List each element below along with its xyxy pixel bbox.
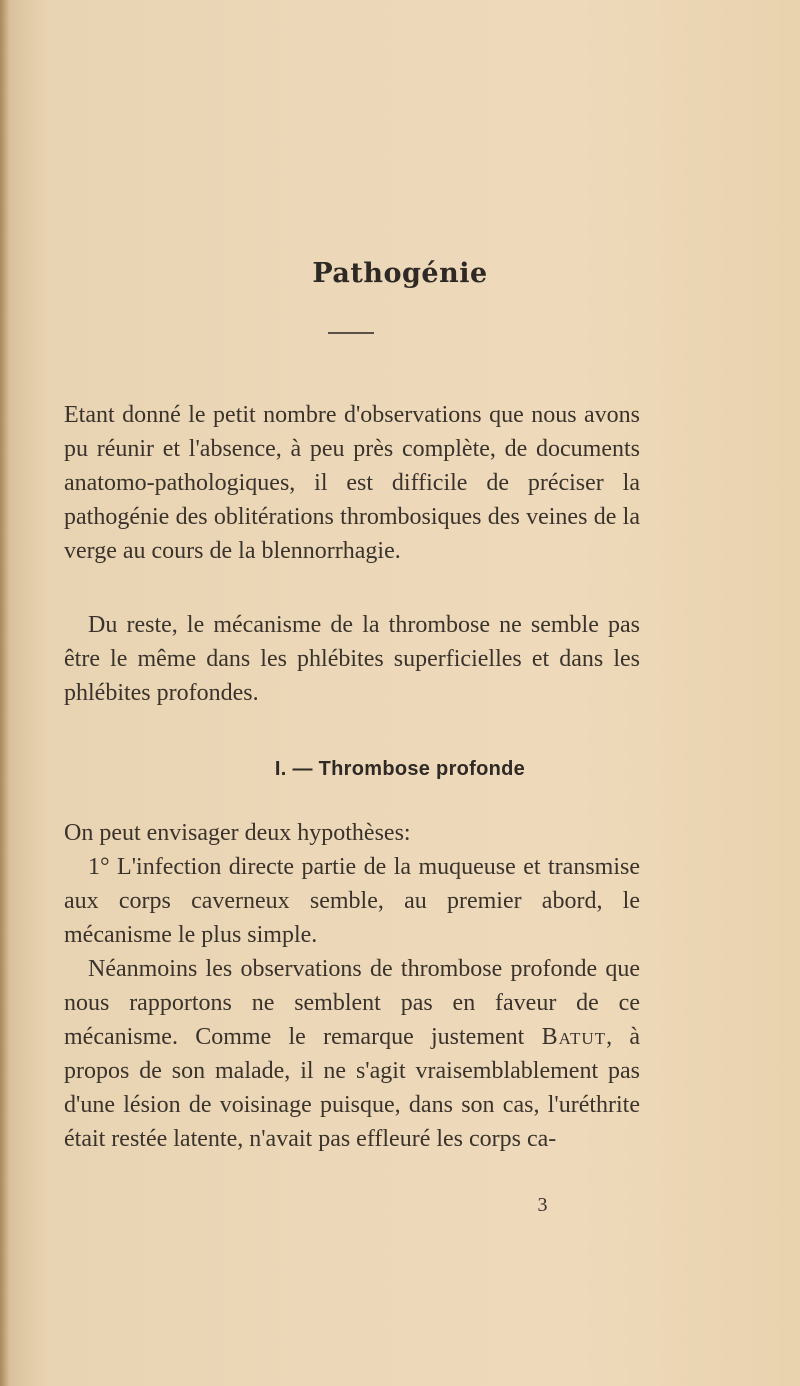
section-heading: I. — Thrombose profonde (274, 758, 526, 780)
header-rule (328, 332, 374, 334)
section-paragraph-3-part-1: Néanmoins les observations de thrombose profonde que nous rapportons ne semblent pas en faveur de ce mécanisme. Comme le remarque justement (64, 956, 640, 1050)
intro-paragraph-1-text: Etant donné le petit nombre d'observations que nous avons pu réunir et l'absence, à peu près complète, de documents anatomo-pathologiques, il est difficile de préciser la pathogénie des oblitérations thrombosiques des veines de la verge au cours de la blennorrhagie. (64, 402, 640, 564)
intro-paragraph-2-text: Du reste, le mécanisme de la thrombose ne semble pas être le même dans les phlébites superficielles et dans les phlébites profondes. (64, 612, 640, 706)
section-paragraph-3 (64, 952, 640, 1156)
page-header: Pathogénie (312, 258, 488, 289)
author-name: Batut (541, 1024, 607, 1050)
section-body (64, 816, 640, 1156)
section-paragraph-3-part-2: , à propos de son malade, il ne s'agit vraisemblablement pas d'une lésion de voisinage puisque, dans son cas, l'uréthrite était restée latente, n'avait pas effleuré les corps ca- (64, 1024, 640, 1152)
book-spine-edge (0, 0, 10, 1386)
section-paragraph-1: On peut envisager deux hypothèses: (64, 820, 411, 846)
page-number: 3 (537, 1194, 548, 1216)
section-paragraph-2: 1° L'infection directe partie de la muqueuse et transmise aux corps caverneux semble, au premier abord, le mécanisme le plus simple. (64, 854, 640, 948)
intro-paragraph-1 (64, 398, 640, 568)
intro-paragraph-2 (64, 608, 640, 710)
